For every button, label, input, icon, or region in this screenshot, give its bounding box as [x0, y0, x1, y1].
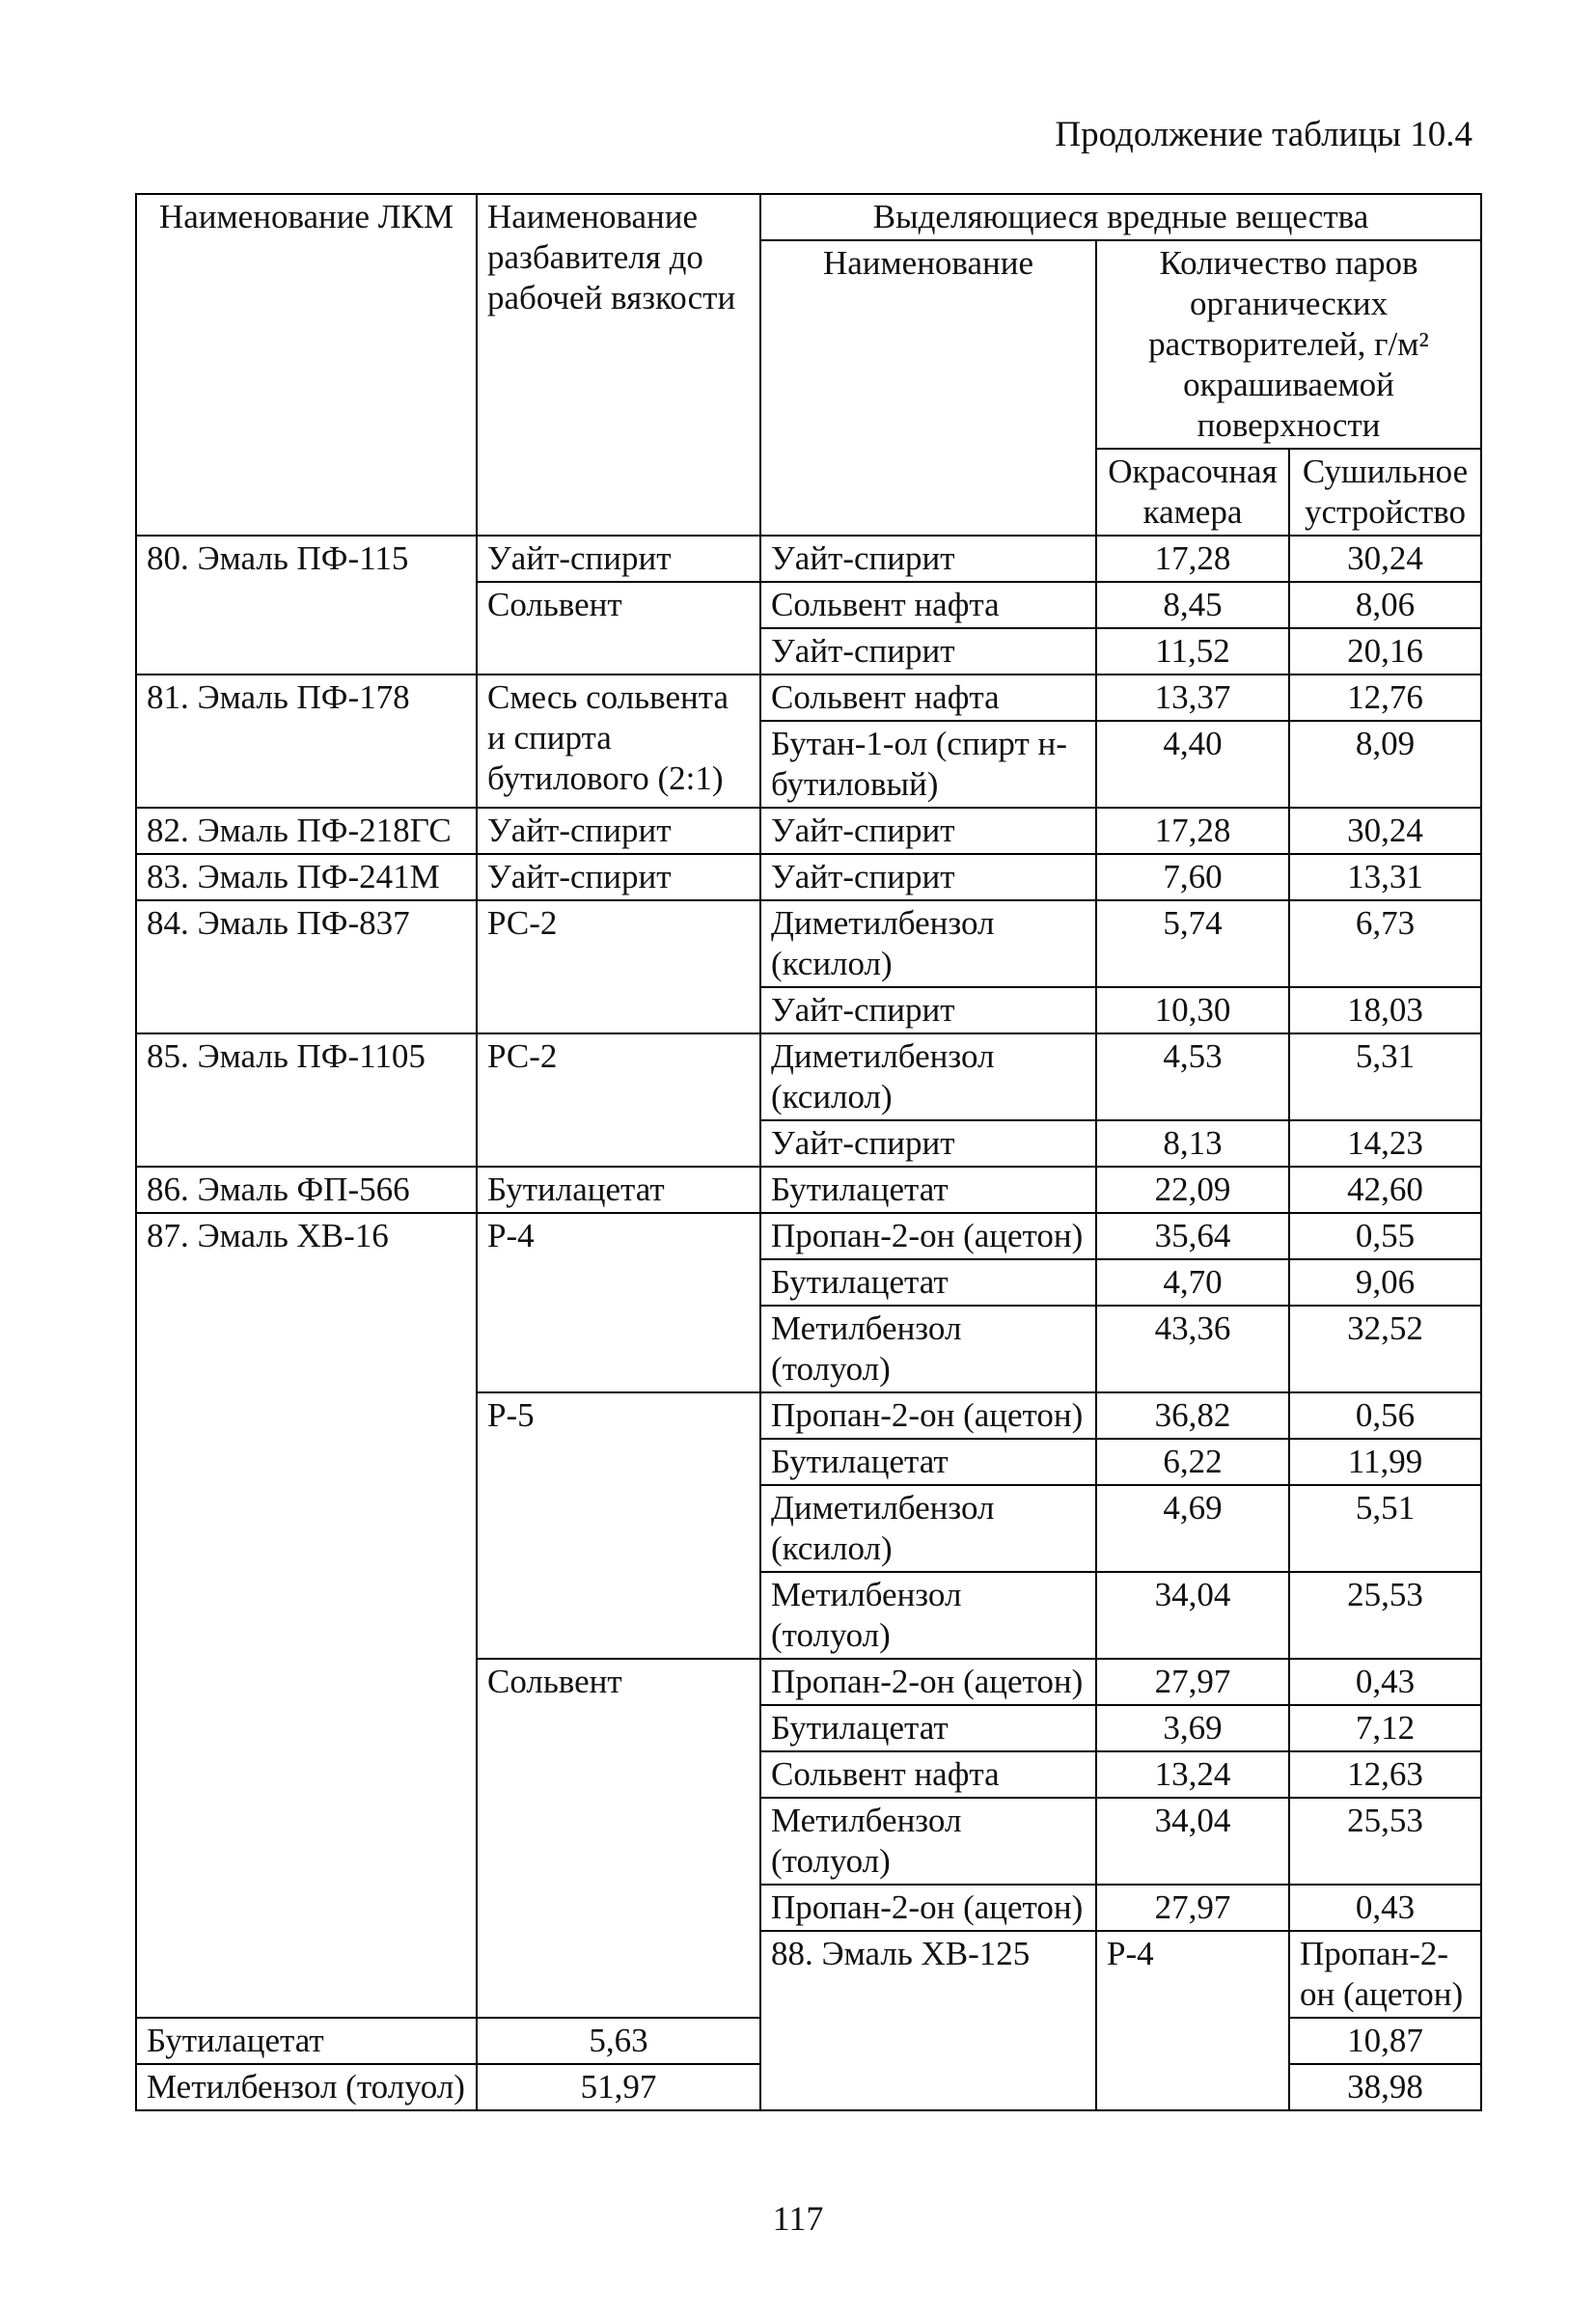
- dryer-amount-cell: 5,31: [1289, 1033, 1481, 1120]
- lkm-cell: 81. Эмаль ПФ-178: [136, 675, 477, 808]
- substance-cell: Сольвент нафта: [760, 582, 1096, 628]
- lkm-cell: 83. Эмаль ПФ-241М: [136, 854, 477, 900]
- header-thinner: Наименование разбавителя до рабочей вязкости: [477, 194, 760, 536]
- lkm-cell: 87. Эмаль ХВ-16: [136, 1213, 477, 2018]
- substance-cell: Бутилацетат: [760, 1167, 1096, 1213]
- thinner-cell: РС-2: [477, 900, 760, 1033]
- substance-cell: Диметилбензол (ксилол): [760, 1033, 1096, 1120]
- lkm-cell: 82. Эмаль ПФ-218ГС: [136, 808, 477, 854]
- substance-cell: Уайт-спирит: [760, 1120, 1096, 1167]
- table-row: [136, 808, 1481, 854]
- lkm-cell: 84. Эмаль ПФ-837: [136, 900, 477, 1033]
- substance-cell: Бутилацетат: [760, 1439, 1096, 1485]
- lkm-cell: 80. Эмаль ПФ-115: [136, 536, 477, 675]
- dryer-amount-cell: 25,53: [1289, 1572, 1481, 1659]
- booth-amount-cell: 8,45: [1096, 582, 1289, 628]
- dryer-amount-cell: 18,03: [1289, 987, 1481, 1033]
- booth-amount-cell: 51,97: [477, 2064, 760, 2110]
- substance-cell: Бутилацетат: [760, 1705, 1096, 1751]
- booth-amount-cell: 13,24: [1096, 1751, 1289, 1798]
- substance-cell: Уайт-спирит: [760, 536, 1096, 582]
- page-number: 117: [772, 2199, 824, 2238]
- booth-amount-cell: 27,97: [1096, 1885, 1289, 1931]
- dryer-amount-cell: 10,87: [1289, 2018, 1481, 2064]
- booth-amount-cell: 17,28: [1096, 536, 1289, 582]
- dryer-amount-cell: 0,55: [1289, 1213, 1481, 1259]
- booth-amount-cell: 4,70: [1096, 1259, 1289, 1306]
- substance-cell: Пропан-2-он (ацетон): [760, 1213, 1096, 1259]
- substance-cell: Диметилбензол (ксилол): [760, 1485, 1096, 1572]
- dryer-amount-cell: 8,09: [1289, 721, 1481, 808]
- lkm-cell: 88. Эмаль ХВ-125: [760, 1931, 1096, 2110]
- lkm-cell: 85. Эмаль ПФ-1105: [136, 1033, 477, 1167]
- dryer-amount-cell: 38,98: [1289, 2064, 1481, 2110]
- thinner-cell: Сольвент: [477, 1659, 760, 2018]
- booth-amount-cell: 17,28: [1096, 808, 1289, 854]
- header-substance: Наименование: [760, 240, 1096, 536]
- substance-cell: Пропан-2-он (ацетон): [760, 1885, 1096, 1931]
- dryer-amount-cell: 12,63: [1289, 1751, 1481, 1798]
- substance-cell: Бутилацетат: [760, 1259, 1096, 1306]
- substance-cell: Уайт-спирит: [760, 628, 1096, 675]
- substance-cell: Метилбензол (толуол): [760, 1798, 1096, 1885]
- booth-amount-cell: 5,74: [1096, 900, 1289, 987]
- dryer-amount-cell: 5,51: [1289, 1485, 1481, 1572]
- substance-cell: Бутилацетат: [136, 2018, 477, 2064]
- dryer-amount-cell: 6,73: [1289, 900, 1481, 987]
- dryer-amount-cell: 13,31: [1289, 854, 1481, 900]
- header-lkm: Наименование ЛКМ: [136, 194, 477, 536]
- thinner-cell: Сольвент: [477, 582, 760, 675]
- substance-cell: Сольвент нафта: [760, 675, 1096, 721]
- booth-amount-cell: 34,04: [1096, 1798, 1289, 1885]
- dryer-amount-cell: 42,60: [1289, 1167, 1481, 1213]
- booth-amount-cell: 7,60: [1096, 854, 1289, 900]
- booth-amount-cell: 36,82: [1096, 1392, 1289, 1439]
- header-amount: Количество паров органических растворителей, г/м² окрашиваемой поверхности: [1096, 240, 1481, 449]
- table-row: [136, 1033, 1481, 1120]
- thinner-cell: Бутилацетат: [477, 1167, 760, 1213]
- table-caption: Продолжение таблицы 10.4: [1055, 115, 1472, 154]
- dryer-amount-cell: 11,99: [1289, 1439, 1481, 1485]
- dryer-amount-cell: 32,52: [1289, 1306, 1481, 1392]
- thinner-cell: Уайт-спирит: [477, 536, 760, 582]
- substance-cell: Метилбензол (толуол): [760, 1306, 1096, 1392]
- thinner-cell: Р-5: [477, 1392, 760, 1659]
- booth-amount-cell: 4,53: [1096, 1033, 1289, 1120]
- thinner-cell: Смесь сольвента и спирта бутилового (2:1): [477, 675, 760, 808]
- table-row: [136, 536, 1481, 582]
- substance-cell: Метилбензол (толуол): [136, 2064, 477, 2110]
- booth-amount-cell: 27,97: [1096, 1659, 1289, 1705]
- dryer-amount-cell: 7,12: [1289, 1705, 1481, 1751]
- emissions-table: [135, 193, 1482, 2111]
- substance-cell: Пропан-2-он (ацетон): [760, 1659, 1096, 1705]
- dryer-amount-cell: 0,56: [1289, 1392, 1481, 1439]
- substance-cell: Пропан-2-он (ацетон): [1289, 1931, 1481, 2018]
- booth-amount-cell: 34,04: [1096, 1572, 1289, 1659]
- booth-amount-cell: 13,37: [1096, 675, 1289, 721]
- substance-cell: Бутан-1-ол (спирт н-бутиловый): [760, 721, 1096, 808]
- dryer-amount-cell: 0,43: [1289, 1885, 1481, 1931]
- table-body: [136, 536, 1481, 2110]
- booth-amount-cell: 35,64: [1096, 1213, 1289, 1259]
- substance-cell: Уайт-спирит: [760, 854, 1096, 900]
- table-header: [136, 194, 1481, 536]
- lkm-cell: 86. Эмаль ФП-566: [136, 1167, 477, 1213]
- thinner-cell: РС-2: [477, 1033, 760, 1167]
- substance-cell: Метилбензол (толуол): [760, 1572, 1096, 1659]
- thinner-cell: Р-4: [1096, 1931, 1289, 2110]
- dryer-amount-cell: 9,06: [1289, 1259, 1481, 1306]
- dryer-amount-cell: 8,06: [1289, 582, 1481, 628]
- table-row: [136, 1167, 1481, 1213]
- booth-amount-cell: 43,36: [1096, 1306, 1289, 1392]
- substance-cell: Сольвент нафта: [760, 1751, 1096, 1798]
- dryer-amount-cell: 14,23: [1289, 1120, 1481, 1167]
- dryer-amount-cell: 25,53: [1289, 1798, 1481, 1885]
- thinner-cell: Р-4: [477, 1213, 760, 1392]
- booth-amount-cell: 5,63: [477, 2018, 760, 2064]
- booth-amount-cell: 10,30: [1096, 987, 1289, 1033]
- table-row: [136, 854, 1481, 900]
- booth-amount-cell: 4,69: [1096, 1485, 1289, 1572]
- table-row: [136, 1213, 1481, 1259]
- dryer-amount-cell: 20,16: [1289, 628, 1481, 675]
- dryer-amount-cell: 12,76: [1289, 675, 1481, 721]
- substance-cell: Уайт-спирит: [760, 987, 1096, 1033]
- thinner-cell: Уайт-спирит: [477, 854, 760, 900]
- booth-amount-cell: 3,69: [1096, 1705, 1289, 1751]
- substance-cell: Уайт-спирит: [760, 808, 1096, 854]
- booth-amount-cell: 11,52: [1096, 628, 1289, 675]
- header-emitted: Выделяющиеся вредные вещества: [760, 194, 1481, 240]
- booth-amount-cell: 4,40: [1096, 721, 1289, 808]
- header-dryer: Сушильное устройство: [1289, 449, 1481, 536]
- substance-cell: Пропан-2-он (ацетон): [760, 1392, 1096, 1439]
- dryer-amount-cell: 30,24: [1289, 536, 1481, 582]
- header-booth: Окрасочная камера: [1096, 449, 1289, 536]
- booth-amount-cell: 8,13: [1096, 1120, 1289, 1167]
- substance-cell: Диметилбензол (ксилол): [760, 900, 1096, 987]
- table-row: [136, 675, 1481, 721]
- thinner-cell: Уайт-спирит: [477, 808, 760, 854]
- booth-amount-cell: 6,22: [1096, 1439, 1289, 1485]
- booth-amount-cell: 22,09: [1096, 1167, 1289, 1213]
- dryer-amount-cell: 0,43: [1289, 1659, 1481, 1705]
- table-row: [136, 900, 1481, 987]
- dryer-amount-cell: 30,24: [1289, 808, 1481, 854]
